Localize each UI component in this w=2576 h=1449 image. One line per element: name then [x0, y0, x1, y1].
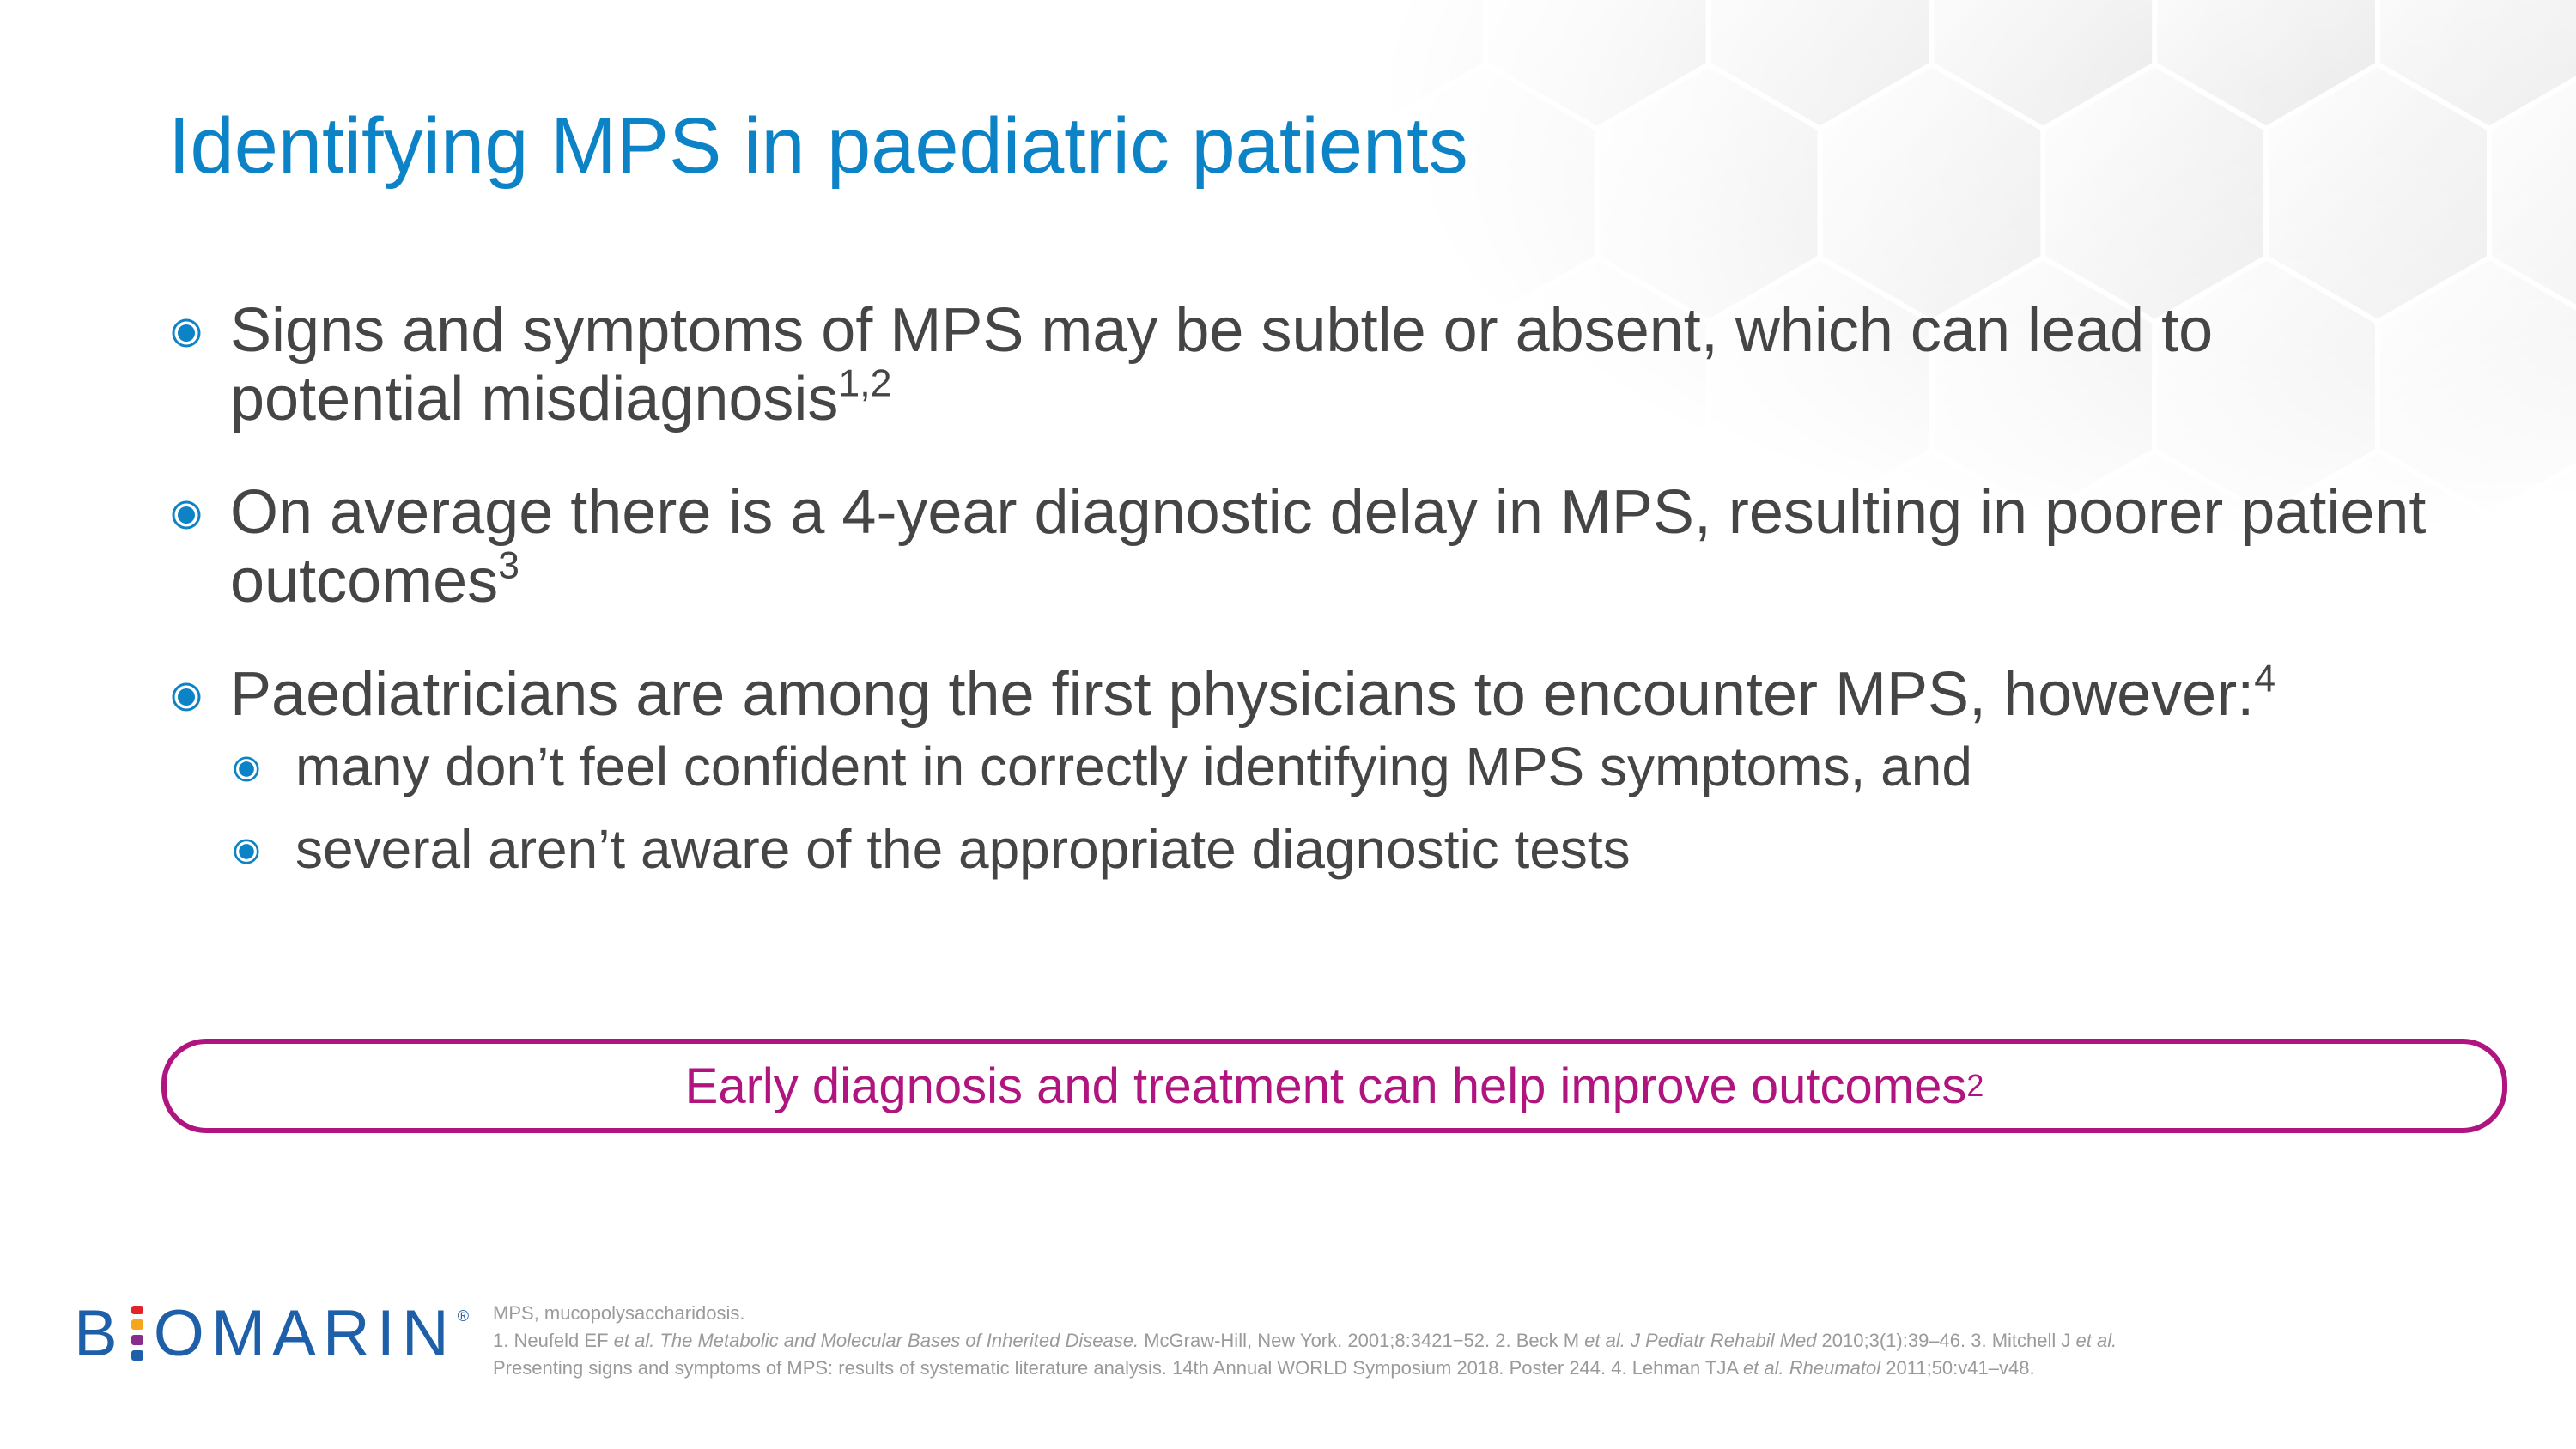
reference-text: Presenting signs and symptoms of MPS: results of systematic literature analysis. 14th Annual WORLD Symposium 2018. Poster 244. 4. Lehman TJA [493, 1357, 1743, 1379]
bullet-text: On average there is a 4-year diagnostic delay in MPS, resulting in poorer patient outcomes [230, 478, 2427, 615]
callout-box: Early diagnosis and treatment can help improve outcomes 2 [161, 1039, 2507, 1133]
reference-text: et al. [1742, 1357, 1784, 1379]
biomarin-logo [74, 1296, 469, 1370]
reference-text: 1. Neufeld EF [493, 1330, 614, 1351]
bullet-text: Signs and symptoms of MPS may be subtle or absent, which can lead to potential misdiagnosis [230, 296, 2214, 433]
reference-text: et al. [613, 1330, 655, 1351]
bullet-text: Paediatricians are among the first physicians to encounter MPS, however: [230, 660, 2255, 729]
bullet-icon [172, 500, 201, 530]
reference-text: et al. [1584, 1330, 1625, 1351]
sub-bullet-list [172, 736, 2439, 880]
reference-text: Rheumatol [1783, 1357, 1881, 1379]
reference-text: The Metabolic and Molecular Bases of Inherited Disease. [654, 1330, 1139, 1351]
references [493, 1327, 2468, 1382]
sub-bullet-text: several aren’t aware of the appropriate diagnostic tests [295, 818, 1631, 880]
reference-superscript: 3 [498, 544, 519, 587]
reference-text: 2011;50:v41–v48. [1880, 1357, 2035, 1379]
logo-i-mark-icon [130, 1306, 145, 1361]
bullet-item [172, 660, 2439, 729]
slide-title: Identifying MPS in paediatric patients [168, 102, 1468, 190]
callout-text: Early diagnosis and treatment can help improve outcomes [684, 1058, 1967, 1114]
logo-text-prefix: B [74, 1296, 125, 1370]
bullet-icon [172, 682, 201, 712]
logo-text-suffix: OMARIN [153, 1296, 456, 1370]
registered-mark: ® [457, 1307, 469, 1325]
abbreviation-note: MPS, mucopolysaccharidosis. [493, 1302, 745, 1324]
footnotes [493, 1300, 2468, 1382]
reference-text: et al. [2075, 1330, 2117, 1351]
bullet-item [172, 478, 2439, 615]
reference-text: 2010;3(1):39–46. 3. Mitchell J [1816, 1330, 2076, 1351]
sub-bullet-item [172, 818, 2439, 880]
bullet-icon [172, 318, 201, 348]
reference-text: McGraw-Hill, New York. 2001;8:3421−52. 2. Beck M [1139, 1330, 1585, 1351]
reference-superscript: 4 [2254, 658, 2276, 700]
bullet-icon [234, 839, 259, 864]
bullet-list [172, 296, 2439, 900]
reference-text: J Pediatr Rehabil Med [1625, 1330, 1817, 1351]
reference-superscript: 1,2 [838, 362, 892, 405]
bullet-icon [234, 756, 259, 782]
bullet-item [172, 296, 2439, 433]
sub-bullet-text: many don’t feel confident in correctly identifying MPS symptoms, and [295, 736, 1972, 797]
sub-bullet-item [172, 736, 2439, 797]
